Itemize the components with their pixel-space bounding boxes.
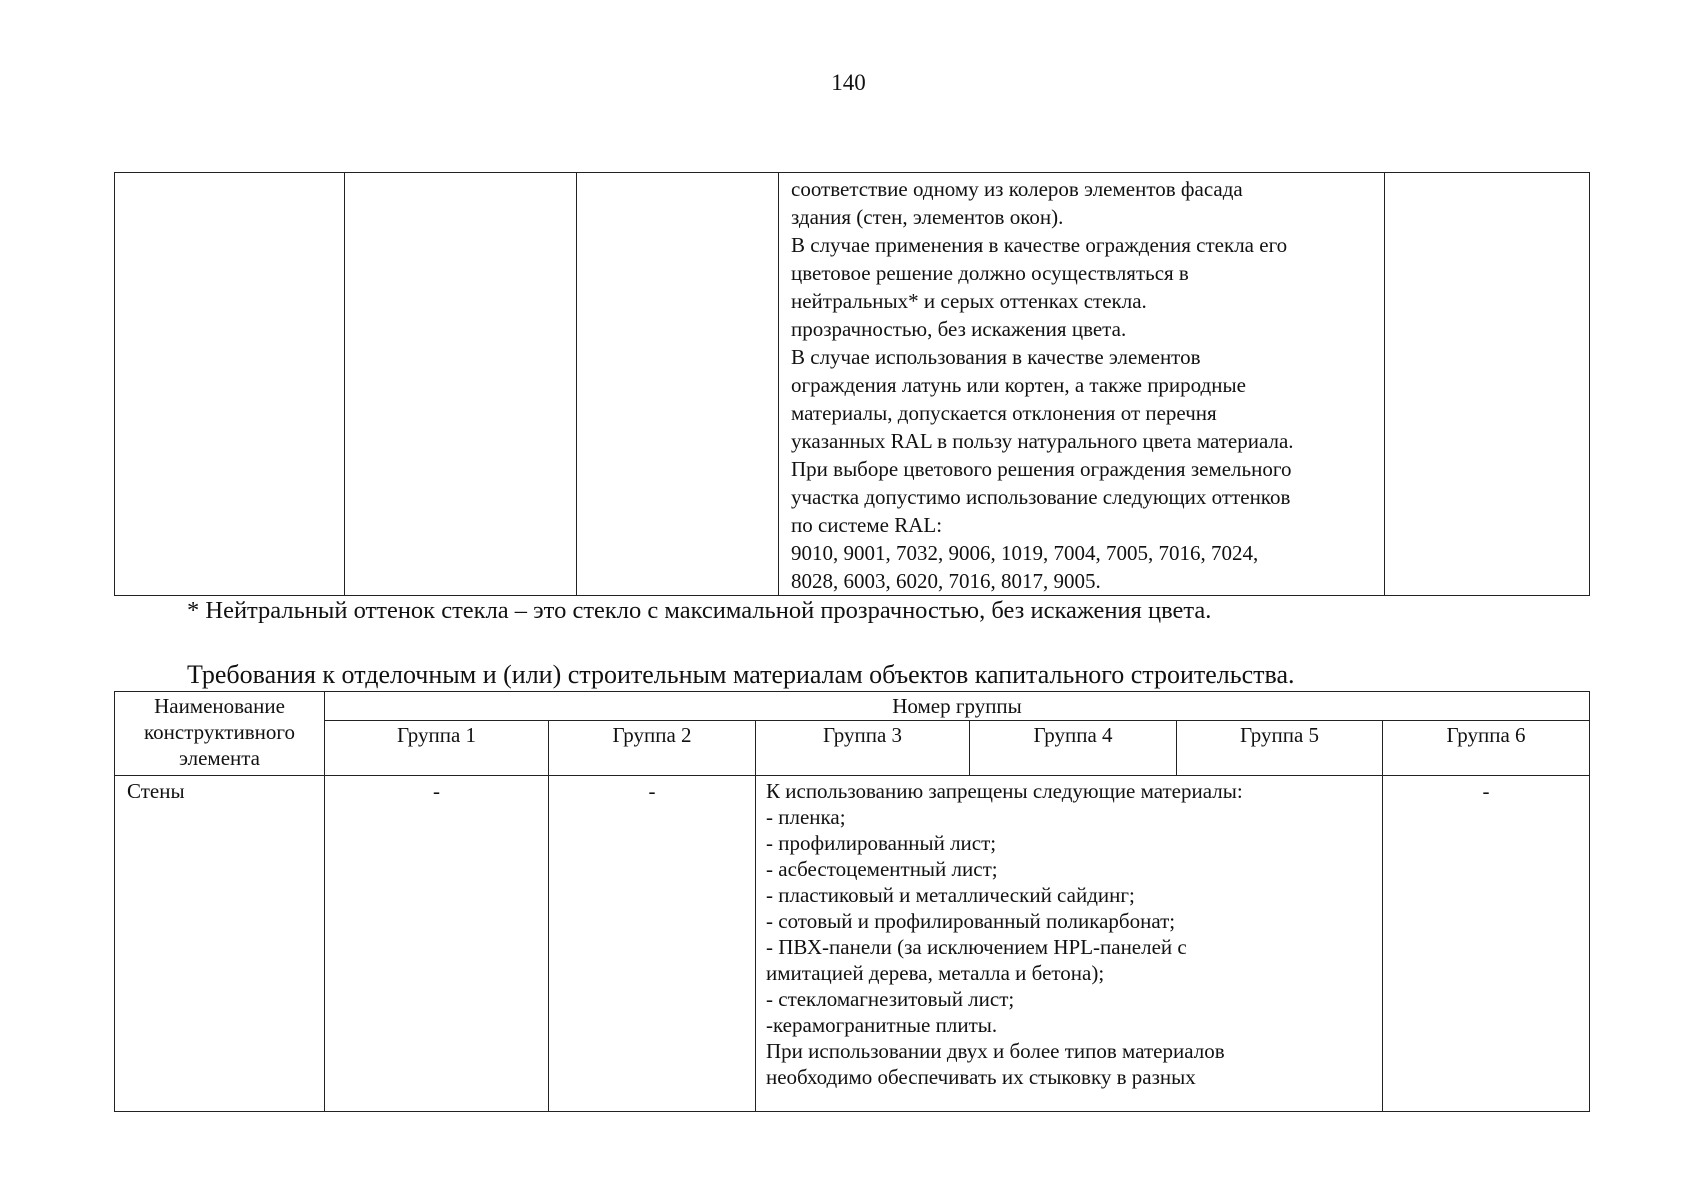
header-group-3: Группа 3 bbox=[756, 721, 970, 776]
list-item: - сотовый и профилированный поликарбонат; bbox=[766, 909, 1176, 933]
color-requirements-table bbox=[114, 172, 1590, 596]
text-line: При выборе цветового решения ограждения земельного bbox=[791, 457, 1292, 481]
text-line: 9010, 9001, 7032, 9006, 1019, 7004, 7005, 7016, 7024, bbox=[791, 541, 1259, 565]
empty-cell bbox=[577, 173, 779, 596]
materials-requirements-table bbox=[114, 691, 1590, 1112]
list-item: - асбестоцементный лист; bbox=[766, 857, 998, 881]
cell-groups-3-5 bbox=[756, 776, 1383, 1112]
footnote: * Нейтральный оттенок стекла – это стекло с максимальной прозрачностью, без искажения цвета. bbox=[187, 597, 1212, 624]
text-line: материалы, допускается отклонения от перечня bbox=[791, 401, 1217, 425]
table-header-row bbox=[115, 721, 1590, 776]
header-group-2: Группа 2 bbox=[549, 721, 756, 776]
row-label-walls: Стены bbox=[115, 776, 325, 1112]
header-group-number: Номер группы bbox=[325, 692, 1590, 721]
text-line: В случае применения в качестве ограждения стекла его bbox=[791, 233, 1288, 257]
page-number: 140 bbox=[831, 70, 866, 95]
table-row bbox=[115, 173, 1590, 596]
text-line: ограждения латунь или кортен, а также природные bbox=[791, 373, 1246, 397]
list-item: К использованию запрещены следующие материалы: bbox=[766, 779, 1243, 803]
list-item: При использовании двух и более типов материалов bbox=[766, 1039, 1225, 1063]
header-group-4: Группа 4 bbox=[970, 721, 1177, 776]
list-item: - пластиковый и металлический сайдинг; bbox=[766, 883, 1135, 907]
list-item: - ПВХ-панели (за исключением HPL-панелей с bbox=[766, 935, 1187, 959]
list-item: - профилированный лист; bbox=[766, 831, 997, 855]
list-item: -керамогранитные плиты. bbox=[766, 1013, 998, 1037]
text-line: здания (стен, элементов окон). bbox=[791, 205, 1064, 229]
header-group-5: Группа 5 bbox=[1177, 721, 1383, 776]
text-line: В случае использования в качестве элементов bbox=[791, 345, 1201, 369]
text-line: нейтральных* и серых оттенках стекла. bbox=[791, 289, 1147, 313]
text-line: указанных RAL в пользу натурального цвета материала. bbox=[791, 429, 1294, 453]
empty-cell bbox=[1385, 173, 1590, 596]
list-item: имитацией дерева, металла и бетона); bbox=[766, 961, 1105, 985]
text-line: прозрачностью, без искажения цвета. bbox=[791, 317, 1127, 341]
list-item: необходимо обеспечивать их стыковку в разных bbox=[766, 1065, 1196, 1089]
cell-group-1: - bbox=[325, 776, 549, 1112]
list-item: - пленка; bbox=[766, 805, 846, 829]
cell-group-6: - bbox=[1383, 776, 1590, 1112]
section-title: Требования к отделочным и (или) строительным материалам объектов капитального строительства. bbox=[187, 660, 1295, 689]
header-element-name: Наименование конструктивного элемента bbox=[115, 692, 325, 776]
text-line: по системе RAL: bbox=[791, 513, 943, 537]
color-requirements-text bbox=[779, 173, 1385, 596]
text-line: цветовое решение должно осуществляться в bbox=[791, 261, 1189, 285]
header-group-6: Группа 6 bbox=[1383, 721, 1590, 776]
table-header-row bbox=[115, 692, 1590, 721]
text-line: 8028, 6003, 6020, 7016, 8017, 9005. bbox=[791, 569, 1101, 593]
header-group-1: Группа 1 bbox=[325, 721, 549, 776]
empty-cell bbox=[115, 173, 345, 596]
text-line: участка допустимо использование следующих оттенков bbox=[791, 485, 1291, 509]
list-item: - стекломагнезитовый лист; bbox=[766, 987, 1015, 1011]
table-row bbox=[115, 776, 1590, 1112]
cell-group-2: - bbox=[549, 776, 756, 1112]
empty-cell bbox=[345, 173, 577, 596]
text-line: соответствие одному из колеров элементов фасада bbox=[791, 177, 1243, 201]
